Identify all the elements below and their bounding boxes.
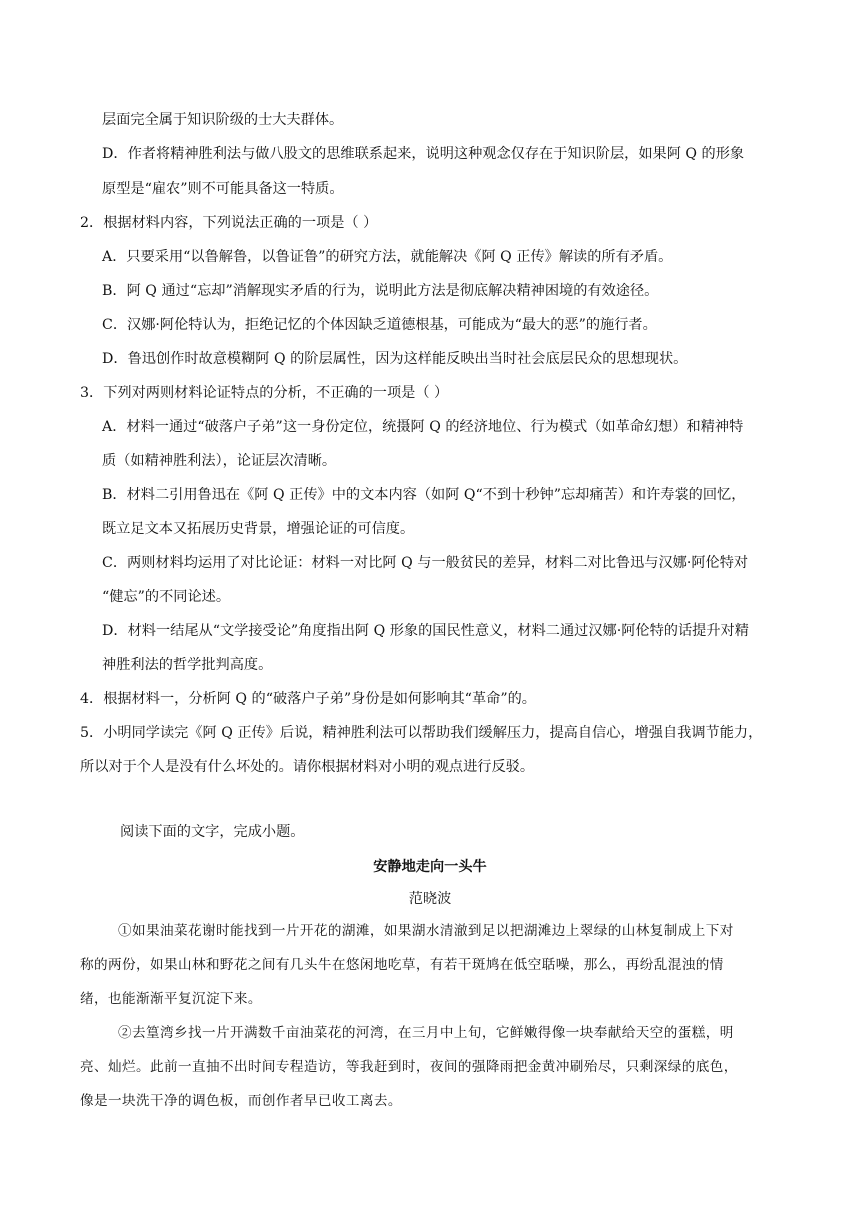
paragraph-2-line3: 像是一块洗干净的调色板，而创作者早已收工离去。 (80, 1093, 402, 1109)
q2-option-a: A．只要采用“以鲁解鲁，以鲁证鲁”的研究方法，就能解决《阿 Q 正传》解读的所有矛盾。 (102, 249, 673, 265)
q3-option-b-line1: B．材料二引用鲁迅在《阿 Q 正传》中的文本内容（如阿 Q“不到十秒钟”忘却痛苦）和许寿裳的回忆， (102, 487, 746, 503)
paragraph-2-line1: ②去篁湾乡找一片开满数千亩油菜花的河湾，在三月中上旬，它鲜嫩得像一块奉献给天空的蛋糕，明 (118, 1025, 734, 1041)
q3-option-a-line1: A．材料一通过“破落户子弟”这一身份定位，统摄阿 Q 的经济地位、行为模式（如革命幻想）和精神特 (102, 419, 744, 435)
article-title: 安静地走向一头牛 (373, 859, 487, 875)
q2-option-b: B．阿 Q 通过“忘却”消解现实矛盾的行为，说明此方法是彻底解决精神困境的有效途径。 (102, 283, 659, 299)
article-author: 范晓波 (408, 891, 452, 907)
q2-option-d: D．鲁迅创作时故意模糊阿 Q 的阶层属性，因为这样能反映出当时社会底层民众的思想现状。 (102, 351, 688, 367)
q3-option-d-line1: D．材料一结尾从“文学接受论”角度指出阿 Q 形象的国民性意义，材料二通过汉娜·阿伦特的话提升对精 (102, 623, 749, 639)
q4-stem: 4．根据材料一，分析阿 Q 的“破落户子弟”身份是如何影响其“革命”的。 (80, 691, 536, 707)
paragraph-1-line1: ①如果油菜花谢时能找到一片开花的湖滩，如果湖水清澈到足以把湖滩边上翠绿的山林复制成上下对 (118, 923, 734, 939)
q1-option-d-line1: D．作者将精神胜利法与做八股文的思维联系起来，说明这种观念仅存在于知识阶层，如果阿 Q 的形象 (102, 146, 745, 162)
q1-option-c-tail: 层面完全属于知识阶级的士大夫群体。 (102, 112, 344, 128)
q2-stem: 2．根据材料内容，下列说法正确的一项是（ ） (80, 215, 378, 231)
q5-stem-line2: 所以对于个人是没有什么坏处的。请你根据材料对小明的观点进行反驳。 (80, 759, 535, 775)
q2-option-c: C．汉娜·阿伦特认为，拒绝记忆的个体因缺乏道德根基，可能成为“最大的恶”的施行者。 (102, 317, 657, 333)
q3-option-c-line2: “健忘”的不同论述。 (102, 589, 231, 605)
paragraph-1-line2: 称的两份，如果山林和野花之间有几头牛在悠闲地吃草，有若干斑鸠在低空聒噪，那么，再纷乱混浊的情 (80, 957, 724, 973)
q5-stem-line1: 5．小明同学读完《阿 Q 正传》后说，精神胜利法可以帮助我们缓解压力，提高自信心，增强自我调节能力， (80, 725, 763, 741)
q3-option-a-line2: 质（如精神胜利法），论证层次清晰。 (102, 453, 337, 469)
q3-stem: 3．下列对两则材料论证特点的分析，不正确的一项是（ ） (80, 385, 449, 401)
reading-instruction: 阅读下面的文字，完成小题。 (120, 824, 305, 840)
q3-option-b-line2: 既立足文本又拓展历史背景，增强论证的可信度。 (102, 521, 415, 537)
paragraph-2-line2: 亮、灿烂。此前一直抽不出时间专程造访，等我赶到时，夜间的强降雨把金黄冲刷殆尽，只剩深绿的底色， (80, 1059, 738, 1075)
q3-option-c-line1: C．两则材料均运用了对比论证：材料一对比阿 Q 与一般贫民的差异，材料二对比鲁迅与汉娜·阿伦特对 (102, 555, 749, 571)
q3-option-d-line2: 神胜利法的哲学批判高度。 (102, 657, 273, 673)
q1-option-d-line2: 原型是“雇农”则不可能具备这一特质。 (102, 181, 344, 197)
paragraph-1-line3: 绪，也能渐渐平复沉淀下来。 (80, 991, 262, 1007)
